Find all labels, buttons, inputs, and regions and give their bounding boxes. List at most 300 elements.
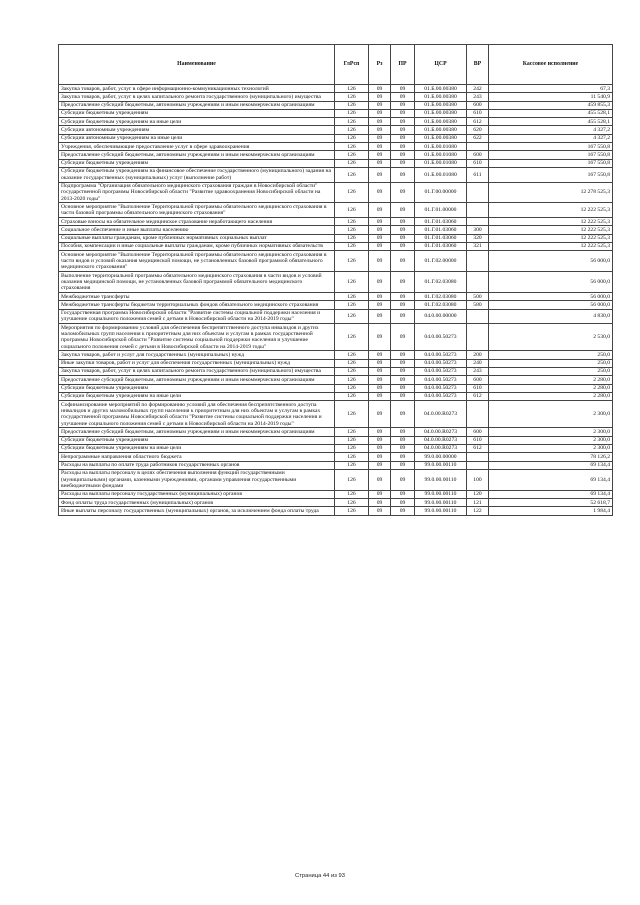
cell-vr [467, 401, 489, 428]
cell-grbs: 126 [335, 428, 369, 436]
table-row [59, 234, 613, 242]
table-row [59, 85, 613, 93]
cell-amount: 12 278 525,3 [489, 182, 613, 203]
cell-name: Субсидии автономным учреждениям [59, 126, 335, 134]
cell-rz: 09 [369, 226, 391, 234]
cell-vr [467, 461, 489, 469]
cell-pr: 09 [391, 444, 415, 452]
cell-amount: 12 222 525,3 [489, 242, 613, 250]
cell-grbs: 126 [335, 143, 369, 151]
cell-amount: 167 550,8 [489, 159, 613, 167]
cell-csr: 01.Б.00.00380 [415, 109, 467, 117]
cell-name: Закупка товаров, работ, услуг в целях капитального ремонта государственного (муниципального) имущества [59, 93, 335, 101]
table-row [59, 118, 613, 126]
cell-vr: 240 [467, 359, 489, 367]
cell-csr: 01.Г.01.00000 [415, 203, 467, 218]
cell-name: Социальное обеспечение и иные выплаты населению [59, 226, 335, 234]
cell-vr: 610 [467, 159, 489, 167]
table-row [59, 167, 613, 182]
cell-vr: 612 [467, 392, 489, 400]
cell-csr: 01.Б.00.00380 [415, 134, 467, 142]
cell-pr: 09 [391, 376, 415, 384]
cell-pr: 09 [391, 134, 415, 142]
cell-rz: 09 [369, 392, 391, 400]
cell-grbs: 126 [335, 151, 369, 159]
cell-amount: 455 528,1 [489, 109, 613, 117]
cell-pr: 09 [391, 453, 415, 461]
cell-rz: 09 [369, 134, 391, 142]
cell-vr: 610 [467, 384, 489, 392]
cell-amount: 69 134,4 [489, 490, 613, 498]
cell-grbs: 126 [335, 159, 369, 167]
cell-amount: 67,3 [489, 85, 613, 93]
table-row [59, 453, 613, 461]
cell-amount: 4 830,0 [489, 309, 613, 324]
cell-pr: 09 [391, 93, 415, 101]
table-row [59, 126, 613, 134]
cell-vr [467, 309, 489, 324]
cell-name: Субсидии бюджетным учреждениям на иные цели [59, 118, 335, 126]
table-row [59, 251, 613, 272]
table-row [59, 272, 613, 293]
cell-pr: 09 [391, 203, 415, 218]
table-row [59, 143, 613, 151]
cell-pr: 09 [391, 85, 415, 93]
cell-name: Предоставление субсидий бюджетным, автономным учреждениям и иным некоммерческим организациям [59, 428, 335, 436]
page-number: Страница 44 из 93 [295, 873, 345, 879]
cell-amount: 69 134,4 [489, 469, 613, 490]
table-row [59, 159, 613, 167]
cell-amount: 56 000,0 [489, 272, 613, 293]
cell-rz: 09 [369, 167, 391, 182]
cell-vr: 600 [467, 428, 489, 436]
cell-rz: 09 [369, 218, 391, 226]
cell-amount: 2 280,0 [489, 384, 613, 392]
cell-pr: 09 [391, 301, 415, 309]
cell-vr: 600 [467, 376, 489, 384]
cell-vr: 620 [467, 126, 489, 134]
cell-csr: 04.0.00.50273 [415, 324, 467, 351]
table-row [59, 101, 613, 109]
cell-csr: 01.Г.02.00000 [415, 251, 467, 272]
cell-csr: 99.0.00.00110 [415, 499, 467, 507]
cell-amount: 167 550,8 [489, 167, 613, 182]
cell-rz: 09 [369, 203, 391, 218]
cell-vr: 243 [467, 93, 489, 101]
table-row [59, 351, 613, 359]
cell-csr: 04.0.00.50273 [415, 384, 467, 392]
cell-rz: 09 [369, 461, 391, 469]
cell-csr: 04.0.00.R0273 [415, 428, 467, 436]
cell-name: Межбюджетные трансферты бюджетам территориальных фондов обязательного медицинского страхования [59, 301, 335, 309]
cell-pr: 09 [391, 242, 415, 250]
cell-rz: 09 [369, 324, 391, 351]
cell-name: Субсидии бюджетным учреждениям на иные цели [59, 392, 335, 400]
cell-amount: 167 550,8 [489, 151, 613, 159]
cell-csr: 04.0.00.00000 [415, 309, 467, 324]
cell-grbs: 126 [335, 461, 369, 469]
table-row [59, 301, 613, 309]
cell-grbs: 126 [335, 392, 369, 400]
cell-amount: 12 222 525,3 [489, 203, 613, 218]
cell-pr: 09 [391, 401, 415, 428]
cell-vr: 242 [467, 85, 489, 93]
cell-name: Предоставление субсидий бюджетным, автономным учреждениям и иным некоммерческим организациям [59, 151, 335, 159]
cell-vr: 320 [467, 234, 489, 242]
cell-grbs: 126 [335, 109, 369, 117]
table-row [59, 436, 613, 444]
cell-vr: 300 [467, 226, 489, 234]
cell-amount: 56 000,0 [489, 301, 613, 309]
table-row [59, 507, 613, 515]
cell-vr: 600 [467, 101, 489, 109]
cell-grbs: 126 [335, 203, 369, 218]
cell-csr: 04.0.00.50273 [415, 359, 467, 367]
cell-name: Субсидии бюджетным учреждениям на иные цели [59, 444, 335, 452]
cell-pr: 09 [391, 436, 415, 444]
cell-csr: 01.Б.00.01080 [415, 151, 467, 159]
cell-name: Субсидии бюджетным учреждениям [59, 109, 335, 117]
table-row [59, 469, 613, 490]
table-row [59, 324, 613, 351]
cell-grbs: 126 [335, 182, 369, 203]
cell-grbs: 126 [335, 234, 369, 242]
cell-pr: 09 [391, 251, 415, 272]
cell-name: Субсидии бюджетным учреждениям [59, 159, 335, 167]
cell-csr: 01.Г.01.03060 [415, 218, 467, 226]
cell-name: Фонд оплаты труда государственных (муниципальных) органов [59, 499, 335, 507]
cell-rz: 09 [369, 436, 391, 444]
cell-rz: 09 [369, 469, 391, 490]
cell-pr: 09 [391, 167, 415, 182]
cell-rz: 09 [369, 351, 391, 359]
cell-vr: 100 [467, 469, 489, 490]
cell-rz: 09 [369, 126, 391, 134]
cell-pr: 09 [391, 384, 415, 392]
cell-grbs: 126 [335, 101, 369, 109]
cell-name: Иные закупки товаров, работ и услуг для обеспечения государственных (муниципальных) нужд [59, 359, 335, 367]
cell-vr: 600 [467, 151, 489, 159]
cell-grbs: 126 [335, 359, 369, 367]
cell-pr: 09 [391, 101, 415, 109]
cell-grbs: 126 [335, 301, 369, 309]
cell-vr [467, 251, 489, 272]
cell-vr: 611 [467, 167, 489, 182]
cell-name: Непрограммные направления областного бюджета [59, 453, 335, 461]
table-row [59, 218, 613, 226]
cell-grbs: 126 [335, 272, 369, 293]
cell-grbs: 126 [335, 351, 369, 359]
cell-grbs: 126 [335, 490, 369, 498]
cell-csr: 01.Г.00.00000 [415, 182, 467, 203]
cell-pr: 09 [391, 143, 415, 151]
header-row [59, 45, 613, 85]
cell-csr: 04.0.00.50273 [415, 351, 467, 359]
cell-amount: 12 222 525,3 [489, 226, 613, 234]
table-row [59, 151, 613, 159]
cell-csr: 01.Б.00.00380 [415, 126, 467, 134]
cell-vr [467, 453, 489, 461]
table-row [59, 401, 613, 428]
table-row [59, 367, 613, 375]
cell-pr: 09 [391, 109, 415, 117]
cell-name: Закупка товаров, работ и услуг для государственных (муниципальных) нужд [59, 351, 335, 359]
cell-csr: 01.Г.01.03060 [415, 234, 467, 242]
cell-rz: 09 [369, 428, 391, 436]
cell-grbs: 126 [335, 384, 369, 392]
cell-csr: 04.0.00.R0273 [415, 444, 467, 452]
cell-name: Социальные выплаты гражданам, кроме публичных нормативных социальных выплат [59, 234, 335, 242]
cell-csr: 01.Б.00.00380 [415, 85, 467, 93]
cell-pr: 09 [391, 226, 415, 234]
cell-vr: 120 [467, 490, 489, 498]
table-row [59, 499, 613, 507]
cell-pr: 09 [391, 490, 415, 498]
cell-pr: 09 [391, 324, 415, 351]
cell-name: Расходы на выплаты персоналу государственных (муниципальных) органов [59, 490, 335, 498]
cell-pr: 09 [391, 359, 415, 367]
table-row [59, 376, 613, 384]
cell-rz: 09 [369, 453, 391, 461]
cell-pr: 09 [391, 392, 415, 400]
cell-amount: 78 126,2 [489, 453, 613, 461]
table-row [59, 490, 613, 498]
header-rz: Рз [369, 45, 391, 85]
cell-name: Предоставление субсидий бюджетным, автономным учреждениям и иным некоммерческим организациям [59, 101, 335, 109]
cell-csr: 99.0.00.00110 [415, 507, 467, 515]
cell-csr: 01.Б.00.01080 [415, 143, 467, 151]
table-row [59, 242, 613, 250]
cell-amount: 2 300,0 [489, 436, 613, 444]
cell-grbs: 126 [335, 167, 369, 182]
cell-name: Расходы на выплаты персоналу в целях обеспечения выполнения функций государственными (муниципальными) органами, казенными учреждениями, органами управления государственными внебюджетными фондами [59, 469, 335, 490]
cell-csr: 01.Б.00.00380 [415, 118, 467, 126]
cell-pr: 09 [391, 351, 415, 359]
cell-name: Иные выплаты персоналу государственных (муниципальных) органов, за исключением фонда оплаты труда [59, 507, 335, 515]
cell-amount: 4 327,2 [489, 134, 613, 142]
cell-amount: 2 300,0 [489, 444, 613, 452]
cell-name: Закупка товаров, работ, услуг в целях капитального ремонта государственного (муниципального) имущества [59, 367, 335, 375]
cell-vr [467, 324, 489, 351]
cell-grbs: 126 [335, 376, 369, 384]
cell-grbs: 126 [335, 469, 369, 490]
cell-vr: 243 [467, 367, 489, 375]
cell-amount: 11 540,9 [489, 93, 613, 101]
cell-csr: 04.0.00.50273 [415, 376, 467, 384]
header-pr: ПР [391, 45, 415, 85]
cell-amount: 69 134,4 [489, 461, 613, 469]
cell-grbs: 126 [335, 251, 369, 272]
cell-grbs: 126 [335, 118, 369, 126]
cell-rz: 09 [369, 93, 391, 101]
cell-pr: 09 [391, 151, 415, 159]
cell-grbs: 126 [335, 324, 369, 351]
cell-amount: 2 280,0 [489, 376, 613, 384]
cell-grbs: 126 [335, 293, 369, 301]
cell-grbs: 126 [335, 134, 369, 142]
cell-amount: 2 280,0 [489, 392, 613, 400]
cell-csr: 01.Г.01.03060 [415, 226, 467, 234]
cell-grbs: 126 [335, 444, 369, 452]
budget-execution-table [58, 44, 613, 516]
cell-amount: 12 222 525,3 [489, 234, 613, 242]
cell-rz: 09 [369, 359, 391, 367]
header-grbs: ГлРсп [335, 45, 369, 85]
cell-pr: 09 [391, 428, 415, 436]
cell-name: Выполнение территориальной программы обязательного медицинского страхования в части видов и условий оказания медицинской помощи, не установленных базовой программой обязательного медицинского страхования [59, 272, 335, 293]
cell-amount: 2 300,0 [489, 428, 613, 436]
cell-name: Пособия, компенсации и иные социальные выплаты гражданам, кроме публичных нормативных обязательств [59, 242, 335, 250]
cell-amount: 52 618,7 [489, 499, 613, 507]
cell-csr: 01.Г.01.03060 [415, 242, 467, 250]
table-row [59, 226, 613, 234]
cell-vr: 500 [467, 293, 489, 301]
cell-name: Расходы на выплаты по оплате труда работников государственных органов [59, 461, 335, 469]
cell-rz: 09 [369, 293, 391, 301]
table-row [59, 134, 613, 142]
cell-pr: 09 [391, 461, 415, 469]
cell-pr: 09 [391, 507, 415, 515]
cell-csr: 01.Г.02.03080 [415, 301, 467, 309]
cell-pr: 09 [391, 293, 415, 301]
cell-grbs: 126 [335, 499, 369, 507]
cell-grbs: 126 [335, 367, 369, 375]
cell-amount: 459 855,3 [489, 101, 613, 109]
cell-name: Закупка товаров, работ, услуг в сфере информационно-коммуникационных технологий [59, 85, 335, 93]
cell-name: Субсидии автономным учреждениям на иные цели [59, 134, 335, 142]
cell-pr: 09 [391, 218, 415, 226]
cell-rz: 09 [369, 118, 391, 126]
cell-vr [467, 143, 489, 151]
cell-pr: 09 [391, 126, 415, 134]
cell-vr: 121 [467, 499, 489, 507]
cell-rz: 09 [369, 490, 391, 498]
table-row [59, 384, 613, 392]
cell-vr [467, 218, 489, 226]
cell-rz: 09 [369, 182, 391, 203]
cell-name: Предоставление субсидий бюджетным, автономным учреждениям и иным некоммерческим организациям [59, 376, 335, 384]
cell-vr [467, 203, 489, 218]
cell-csr: 01.Б.00.00380 [415, 101, 467, 109]
cell-grbs: 126 [335, 309, 369, 324]
cell-pr: 09 [391, 182, 415, 203]
cell-vr: 612 [467, 118, 489, 126]
cell-vr: 321 [467, 242, 489, 250]
cell-amount: 250,0 [489, 359, 613, 367]
cell-csr: 04.0.00.50273 [415, 367, 467, 375]
cell-csr: 01.Б.00.01080 [415, 159, 467, 167]
cell-grbs: 126 [335, 242, 369, 250]
cell-rz: 09 [369, 101, 391, 109]
table-row [59, 359, 613, 367]
cell-rz: 09 [369, 367, 391, 375]
table-row [59, 93, 613, 101]
cell-amount: 455 528,1 [489, 118, 613, 126]
cell-amount: 250,0 [489, 367, 613, 375]
cell-vr: 622 [467, 134, 489, 142]
table-row [59, 109, 613, 117]
cell-rz: 09 [369, 376, 391, 384]
cell-name: Основное мероприятие "Выполнение Территориальной программы обязательного медицинского страхования в части видов и условий оказания медицинской помощи, не установленных базовой программой обязательного медицинского страхования" [59, 251, 335, 272]
cell-csr: 04.0.00.R0273 [415, 436, 467, 444]
cell-rz: 09 [369, 309, 391, 324]
cell-vr: 610 [467, 109, 489, 117]
cell-amount: 2 530,0 [489, 324, 613, 351]
cell-name: Мероприятия по формированию условий для обеспечения беспрепятственного доступа инвалидов и других маломобильных групп населения к приоритетным для них объектам и услугам в рамках государственной программы Новосибирской области "Развитие системы социальной поддержки населения и улучшение социального положения семей с детьми в Новосибирской области на 2014-2019 годы" [59, 324, 335, 351]
cell-name: Государственная программа Новосибирской области "Развитие системы социальной поддержки населения и улучшение социального положения семей с детьми в Новосибирской области на 2014-2019 годы" [59, 309, 335, 324]
cell-pr: 09 [391, 469, 415, 490]
cell-vr: 610 [467, 436, 489, 444]
cell-rz: 09 [369, 444, 391, 452]
cell-rz: 09 [369, 499, 391, 507]
cell-rz: 09 [369, 384, 391, 392]
cell-amount: 56 000,0 [489, 251, 613, 272]
cell-name: Учреждения, обеспечивающие предоставление услуг в сфере здравоохранения [59, 143, 335, 151]
cell-grbs: 126 [335, 218, 369, 226]
cell-pr: 09 [391, 234, 415, 242]
cell-csr: 01.Б.00.00380 [415, 93, 467, 101]
cell-grbs: 126 [335, 401, 369, 428]
header-name: Наименование [59, 45, 335, 85]
cell-rz: 09 [369, 272, 391, 293]
cell-amount: 1 984,4 [489, 507, 613, 515]
cell-csr: 99.0.00.00110 [415, 461, 467, 469]
cell-vr: 122 [467, 507, 489, 515]
cell-amount: 250,0 [489, 351, 613, 359]
cell-csr: 99.0.00.00000 [415, 453, 467, 461]
cell-vr: 200 [467, 351, 489, 359]
cell-rz: 09 [369, 109, 391, 117]
header-amount: Кассовое исполнение [489, 45, 613, 85]
header-csr: ЦСР [415, 45, 467, 85]
cell-pr: 09 [391, 499, 415, 507]
cell-amount: 167 550,8 [489, 143, 613, 151]
cell-vr: 580 [467, 301, 489, 309]
table-row [59, 293, 613, 301]
cell-csr: 99.0.00.00110 [415, 469, 467, 490]
header-vr: ВР [467, 45, 489, 85]
cell-grbs: 126 [335, 226, 369, 234]
table-row [59, 428, 613, 436]
cell-name: Софинансирование мероприятий по формированию условий для обеспечения беспрепятственного доступа инвалидов и других маломобильных групп населения к приоритетным для них объектам и услугам в рамках государственной программы Новосибирской области "Развитие системы социальной поддержки населения и улучшение социального положения семей с детьми в Новосибирской области на 2014-2019 годы" [59, 401, 335, 428]
cell-rz: 09 [369, 401, 391, 428]
cell-pr: 09 [391, 272, 415, 293]
table-header [59, 45, 613, 85]
cell-grbs: 126 [335, 85, 369, 93]
cell-pr: 09 [391, 159, 415, 167]
cell-csr: 04.0.00.R0273 [415, 401, 467, 428]
table-row [59, 309, 613, 324]
cell-amount: 4 327,2 [489, 126, 613, 134]
cell-name: Субсидии бюджетным учреждениям [59, 436, 335, 444]
cell-rz: 09 [369, 151, 391, 159]
cell-csr: 01.Г.02.03080 [415, 272, 467, 293]
cell-name: Страховые взносы на обязательное медицинское страхование неработающего населения [59, 218, 335, 226]
table-row [59, 461, 613, 469]
cell-name: Межбюджетные трансферты [59, 293, 335, 301]
cell-rz: 09 [369, 242, 391, 250]
table-row [59, 182, 613, 203]
cell-name: Основное мероприятие "Выполнение Территориальной программы обязательного медицинского страхования в части базовой программы обязательного медицинского страхования" [59, 203, 335, 218]
cell-grbs: 126 [335, 507, 369, 515]
cell-rz: 09 [369, 251, 391, 272]
cell-grbs: 126 [335, 436, 369, 444]
cell-name: Субсидии бюджетным учреждениям на финансовое обеспечение государственного (муниципального) задания на оказание государственных (муниципальных) услуг (выполнение работ) [59, 167, 335, 182]
table-body [59, 85, 613, 516]
cell-grbs: 126 [335, 93, 369, 101]
cell-pr: 09 [391, 367, 415, 375]
cell-grbs: 126 [335, 453, 369, 461]
